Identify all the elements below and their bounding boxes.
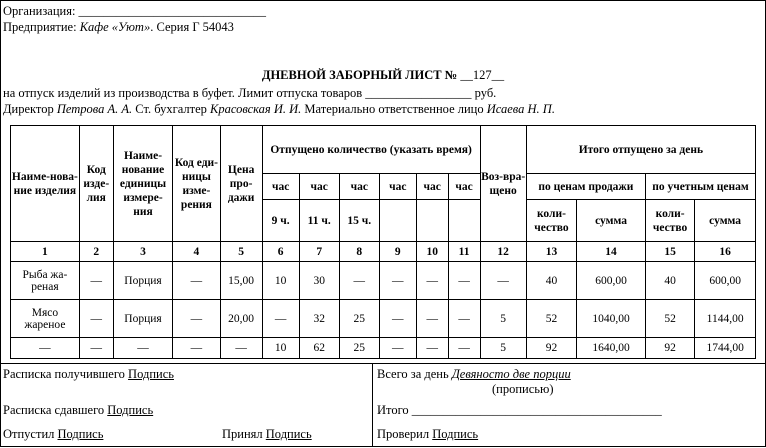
accountant-name: Красовская И. И. — [210, 102, 302, 116]
cell-unit-name: Порция — [113, 262, 173, 300]
cell-released-extra-1: — — [379, 338, 416, 359]
cell-sale-sum: 1640,00 — [577, 338, 646, 359]
released-signature: Подпись — [57, 427, 104, 441]
header-sum: сумма — [695, 200, 756, 242]
header-price: Цена про-дажи — [220, 126, 262, 242]
enterprise-name: Кафе «Уют» — [79, 20, 151, 34]
column-number: 12 — [480, 242, 526, 262]
header-hour: час — [379, 174, 416, 200]
column-number: 16 — [695, 242, 756, 262]
table-row — [11, 262, 756, 300]
header-name: Наиме-нова-ние изделия — [11, 126, 80, 242]
signature-divider — [372, 363, 373, 447]
checked-signature: Подпись — [432, 427, 479, 441]
cell-released-extra-3: — — [448, 262, 480, 300]
released-label: Отпустил — [3, 427, 55, 441]
header-time-2: 11 ч. — [299, 200, 339, 242]
released-by — [3, 427, 103, 442]
cell-item-code: — — [79, 262, 113, 300]
cell-item-code: — — [79, 338, 113, 359]
cell-released-extra-2: — — [416, 262, 448, 300]
title-text: ДНЕВНОЙ ЗАБОРНЫЙ ЛИСТ № — [261, 68, 458, 82]
cell-released-extra-2: — — [416, 300, 448, 338]
total-day-line — [377, 367, 571, 382]
cell-item-name: — — [11, 338, 80, 359]
document-number: __127__ — [460, 68, 505, 82]
cell-released-extra-2: — — [416, 338, 448, 359]
header-hour: час — [448, 174, 480, 200]
header-time-3: 15 ч. — [339, 200, 379, 242]
column-number: 14 — [577, 242, 646, 262]
cell-released-extra-1: — — [379, 262, 416, 300]
column-number: 8 — [339, 242, 379, 262]
header-returned: Воз-вра-щено — [480, 126, 526, 242]
cell-sale-price: 20,00 — [220, 300, 262, 338]
column-number: 4 — [173, 242, 220, 262]
cell-account-sum: 600,00 — [695, 262, 756, 300]
header-unit-name: Наиме-нование единицы измере-ния — [113, 126, 173, 242]
cell-returned: — — [480, 262, 526, 300]
cell-account-qty: 40 — [645, 262, 694, 300]
header-qty: коли-чество — [645, 200, 694, 242]
header-sum: сумма — [577, 200, 646, 242]
responsible-label: Материально ответственное лицо — [304, 102, 484, 116]
header-time-1: 9 ч. — [262, 200, 299, 242]
column-number: 13 — [526, 242, 576, 262]
column-number: 9 — [379, 242, 416, 262]
cell-unit-code: — — [173, 300, 220, 338]
cell-sale-price: — — [220, 338, 262, 359]
series: . Серия Г 54043 — [150, 20, 234, 34]
header-released: Отпущено количество (указать время) — [262, 126, 480, 174]
accepted-by — [222, 427, 312, 442]
responsible-persons-line — [3, 102, 555, 117]
receiver-receipt — [3, 367, 174, 382]
cell-unit-code: — — [173, 262, 220, 300]
cell-item-code: — — [79, 300, 113, 338]
cell-account-sum: 1144,00 — [695, 300, 756, 338]
cell-released-extra-3: — — [448, 300, 480, 338]
cell-released-9h: — — [262, 300, 299, 338]
column-number: 10 — [416, 242, 448, 262]
header-time-empty — [379, 200, 416, 242]
column-number: 5 — [220, 242, 262, 262]
header-unit-code: Код еди-ницы изме-рения — [173, 126, 220, 242]
cell-released-15h: — — [339, 262, 379, 300]
responsible-name: Исаева Н. П. — [486, 102, 555, 116]
accepted-signature: Подпись — [265, 427, 312, 441]
column-number: 6 — [262, 242, 299, 262]
cell-unit-name: Порция — [113, 300, 173, 338]
cell-sale-sum: 1040,00 — [577, 300, 646, 338]
cell-returned: 5 — [480, 300, 526, 338]
checked-label: Проверил — [377, 427, 430, 441]
header-sale-prices: по ценам продажи — [526, 174, 645, 200]
cell-released-11h: 62 — [299, 338, 339, 359]
total-day-value: Девяносто две порции — [451, 367, 571, 381]
column-numbers-row — [11, 242, 756, 262]
cell-released-15h: 25 — [339, 300, 379, 338]
cell-sale-qty: 40 — [526, 262, 576, 300]
receiver-label: Расписка получившего — [3, 367, 125, 381]
header-total: Итого отпущено за день — [526, 126, 755, 174]
column-number: 2 — [79, 242, 113, 262]
column-number: 11 — [448, 242, 480, 262]
cell-released-15h: 25 — [339, 338, 379, 359]
giver-label: Расписка сдавшего — [3, 403, 105, 417]
cell-item-name: Мясо жареное — [11, 300, 80, 338]
total-day-label: Всего за день — [377, 367, 449, 381]
cell-released-11h: 32 — [299, 300, 339, 338]
column-number: 15 — [645, 242, 694, 262]
cell-account-qty: 52 — [645, 300, 694, 338]
cell-unit-code: — — [173, 338, 220, 359]
header-hour: час — [262, 174, 299, 200]
cell-account-qty: 92 — [645, 338, 694, 359]
accountant-label: Ст. бухгалтер — [135, 102, 207, 116]
table-row — [11, 300, 756, 338]
column-number: 3 — [113, 242, 173, 262]
checked-by — [377, 427, 478, 442]
enterprise-label: Предприятие: — [3, 20, 77, 34]
cell-returned: 5 — [480, 338, 526, 359]
table-row — [11, 338, 756, 359]
cell-account-sum: 1744,00 — [695, 338, 756, 359]
enterprise-line — [3, 20, 234, 35]
cell-released-9h: 10 — [262, 338, 299, 359]
limit-line: на отпуск изделий из производства в буфет. Лимит отпуска товаров _________________ руб. — [3, 86, 497, 100]
director-name: Петрова А. А. — [56, 102, 133, 116]
cell-released-extra-3: — — [448, 338, 480, 359]
giver-signature: Подпись — [107, 403, 154, 417]
column-number: 1 — [11, 242, 80, 262]
cell-released-9h: 10 — [262, 262, 299, 300]
cell-released-extra-1: — — [379, 300, 416, 338]
header-qty: коли-чество — [526, 200, 576, 242]
cell-sale-sum: 600,00 — [577, 262, 646, 300]
header-time-empty — [448, 200, 480, 242]
accepted-label: Принял — [222, 427, 263, 441]
receiver-signature: Подпись — [128, 367, 174, 381]
total-line: Итого ________________________________________ — [377, 403, 662, 417]
cell-sale-qty: 52 — [526, 300, 576, 338]
intake-table — [10, 125, 756, 359]
cell-sale-price: 15,00 — [220, 262, 262, 300]
header-hour: час — [339, 174, 379, 200]
column-number: 7 — [299, 242, 339, 262]
document-title — [0, 68, 766, 83]
header-hour: час — [416, 174, 448, 200]
header-hour: час — [299, 174, 339, 200]
header-time-empty — [416, 200, 448, 242]
cell-item-name: Рыба жа-реная — [11, 262, 80, 300]
in-words-caption: (прописью) — [492, 382, 554, 396]
giver-receipt — [3, 403, 153, 418]
cell-released-11h: 30 — [299, 262, 339, 300]
cell-unit-name: — — [113, 338, 173, 359]
director-label: Директор — [3, 102, 54, 116]
cell-sale-qty: 92 — [526, 338, 576, 359]
organization-line: Организация: ______________________________ — [3, 4, 267, 18]
header-account-prices: по учетным ценам — [645, 174, 755, 200]
header-code: Код изде-лия — [79, 126, 113, 242]
